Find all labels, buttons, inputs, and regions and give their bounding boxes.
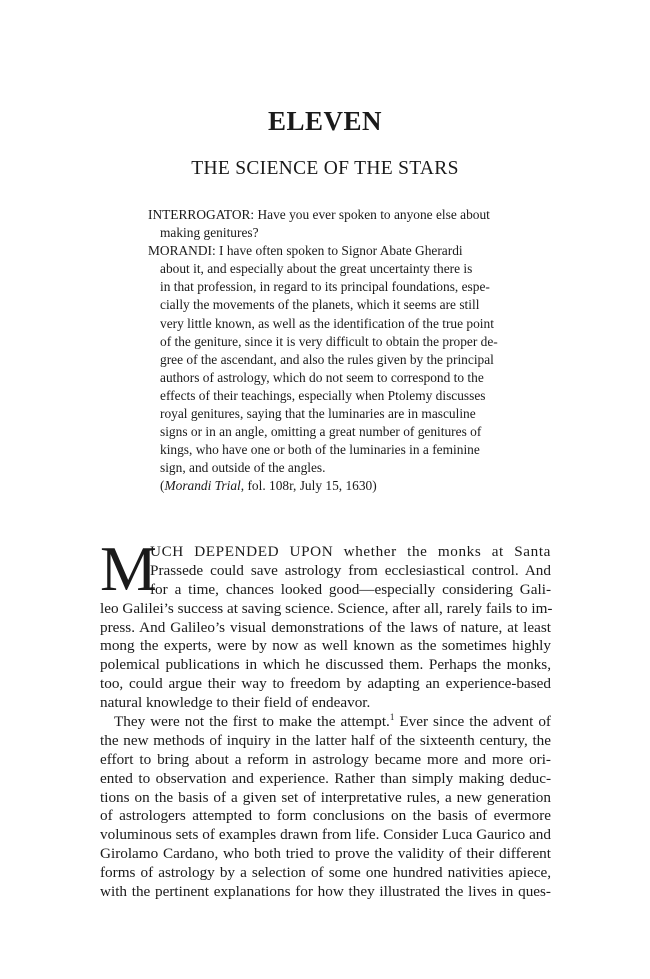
epigraph-line: INTERROGATOR: Have you ever spoken to anyone else about (148, 207, 490, 222)
drop-cap: M (100, 533, 157, 604)
body-line-text: They were not the first to make the attempt. (114, 713, 390, 731)
epigraph-line: sign, and outside of the angles. (160, 460, 326, 476)
epigraph-line: cially the movements of the planets, which it seems are still (160, 297, 480, 313)
epigraph-line: very little known, as well as the identification of the true point (160, 315, 494, 331)
body-line: ented to observation and experience. Rather than simply making deduc- (100, 769, 551, 787)
epigraph-line: authors of astrology, which do not seem to correspond to the (160, 369, 484, 385)
body-line: Prassede could save astrology from ecclesiastical control. And (150, 561, 551, 579)
body-line: too, could argue their way to freedom by adapting an experience-based (100, 675, 551, 693)
body-line: UCH DEPENDED UPON whether the monks at Santa (150, 543, 551, 560)
body-line: mong the experts, were by now as well known as the sometimes highly (100, 637, 551, 655)
epigraph-line: kings, who have one or both of the luminaries in a feminine (160, 442, 480, 458)
body-line: with the pertinent explanations for how they illustrated the lives in ques- (100, 883, 551, 901)
body-line-text: Ever since the advent of (394, 713, 551, 731)
epigraph-line: gree of the ascendant, and also the rules given by the principal (160, 351, 494, 367)
epigraph-line: in that profession, in regard to its principal foundations, espe- (160, 279, 490, 295)
epigraph-line: royal genitures, saying that the luminaries are in masculine (160, 406, 476, 422)
epigraph-line: about it, and especially about the great uncertainty there is (160, 261, 473, 277)
body-line: voluminous sets of examples drawn from life. Consider Luca Gaurico and (100, 826, 551, 844)
citation-title: Morandi Trial (164, 478, 241, 494)
chapter-title: THE SCIENCE OF THE STARS (191, 158, 459, 179)
epigraph-line: effects of their teachings, especially when Ptolemy discusses (160, 387, 486, 403)
body-line: press. And Galileo’s visual demonstrations of the laws of nature, at least (100, 618, 551, 636)
body-line: tions on the basis of a given set of interpretative rules, a new generation (100, 788, 551, 806)
body-line: Girolamo Cardano, who both tried to prove the validity of their different (100, 845, 551, 863)
body-line: for a time, chances looked good—especially considering Gali- (150, 580, 551, 598)
body-line: of astrologers attempted to form conclusions on the basis of evermore (100, 807, 551, 825)
epigraph-line: signs or in an angle, omitting a great number of genitures of (160, 424, 482, 440)
body-line: leo Galilei’s success at saving science. Science, after all, rarely fails to im- (100, 599, 553, 617)
body-line (100, 713, 551, 732)
footnote-marker[interactable]: 1 (389, 711, 395, 722)
body-text (100, 533, 553, 902)
body-line: the new methods of inquiry in the latter half of the sixteenth century, the (100, 731, 551, 749)
epigraph-line: of the geniture, since it is very difficult to obtain the proper de- (160, 333, 498, 349)
epigraph-line: MORANDI: I have often spoken to Signor Abate Gherardi (148, 243, 463, 259)
chapter-number: ELEVEN (267, 106, 383, 136)
epigraph-citation: (Morandi Trial, fol. 108r, July 15, 1630) (160, 478, 377, 494)
body-line: forms of astrology by a selection of some one hundred nativities apiece, (100, 864, 551, 882)
body-line: polemical publications in which he discussed them. Perhaps the monks, (100, 656, 551, 674)
epigraph-line: making genitures? (160, 225, 259, 241)
citation-details: , fol. 108r, July 15, 1630) (240, 478, 377, 494)
epigraph (148, 206, 538, 496)
body-line: effort to bring about a reform in astrology became more and more ori- (100, 750, 551, 768)
body-line: natural knowledge to their field of endeavor. (100, 694, 371, 712)
